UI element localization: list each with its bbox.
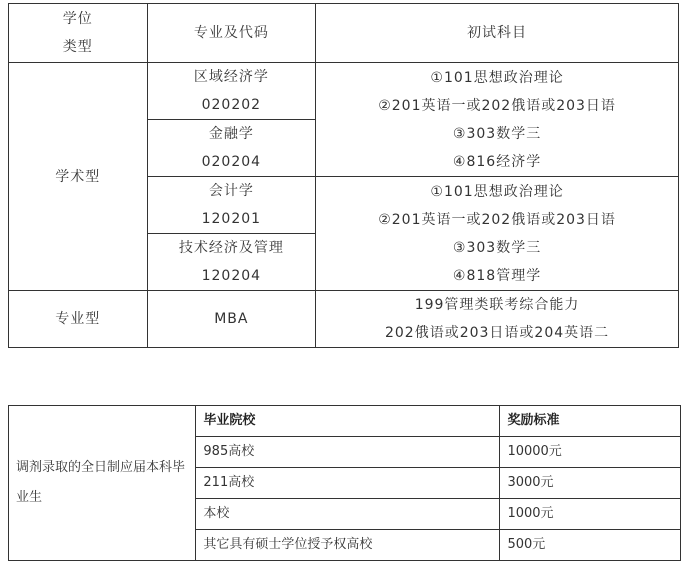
degree-type-professional: 专业型	[9, 291, 148, 348]
exam-subjects-table	[8, 3, 679, 348]
subjects-cell	[316, 177, 679, 291]
subject-line: ④816经济学	[452, 153, 542, 170]
subject-line: ③303数学三	[452, 125, 542, 142]
degree-type-academic: 学术型	[9, 63, 148, 291]
reward-standards-table	[8, 405, 681, 561]
header-degree-type-line2: 类型	[62, 39, 93, 55]
amount-cell: 3000元	[500, 468, 681, 499]
subject-line: ①101思想政治理论	[430, 69, 564, 86]
header-degree-type	[9, 4, 148, 63]
major-mba: MBA	[147, 291, 316, 348]
header-standard: 奖励标准	[500, 406, 681, 437]
subject-line: ③303数学三	[452, 239, 542, 256]
table-header-row	[9, 406, 681, 437]
subject-line: 202俄语或203日语或204英语二	[384, 325, 610, 341]
school-cell: 985高校	[196, 437, 500, 468]
major-code: 120201	[201, 211, 262, 227]
school-cell: 本校	[196, 499, 500, 530]
school-cell: 211高校	[196, 468, 500, 499]
major-cell	[147, 234, 316, 291]
category-cell: 调剂录取的全日制应届本科毕业生	[9, 406, 196, 561]
subject-line: 199管理类联考综合能力	[414, 297, 580, 313]
header-degree-type-line1: 学位	[62, 11, 93, 27]
major-code: 020204	[201, 154, 262, 170]
school-cell: 其它具有硕士学位授予权高校	[196, 530, 500, 561]
subject-line: ④818管理学	[452, 267, 542, 284]
major-name: 金融学	[208, 126, 254, 142]
amount-cell: 500元	[500, 530, 681, 561]
subjects-cell	[316, 63, 679, 177]
major-name: 区域经济学	[193, 69, 269, 85]
major-code: 120204	[201, 268, 262, 284]
amount-cell: 1000元	[500, 499, 681, 530]
major-cell	[147, 177, 316, 234]
subjects-cell	[316, 291, 679, 348]
table-row	[9, 291, 679, 348]
header-major-code: 专业及代码	[147, 4, 316, 63]
major-name: 技术经济及管理	[178, 240, 284, 256]
major-cell	[147, 63, 316, 120]
major-cell	[147, 120, 316, 177]
subject-line: ②201英语一或202俄语或203日语	[378, 211, 616, 228]
amount-cell: 10000元	[500, 437, 681, 468]
major-code: 020202	[201, 97, 262, 113]
subject-line: ②201英语一或202俄语或203日语	[378, 97, 616, 114]
major-name: 会计学	[208, 183, 254, 199]
table-row	[9, 63, 679, 120]
subject-line: ①101思想政治理论	[430, 183, 564, 200]
header-school: 毕业院校	[196, 406, 500, 437]
table-header-row	[9, 4, 679, 63]
header-subjects: 初试科目	[316, 4, 679, 63]
